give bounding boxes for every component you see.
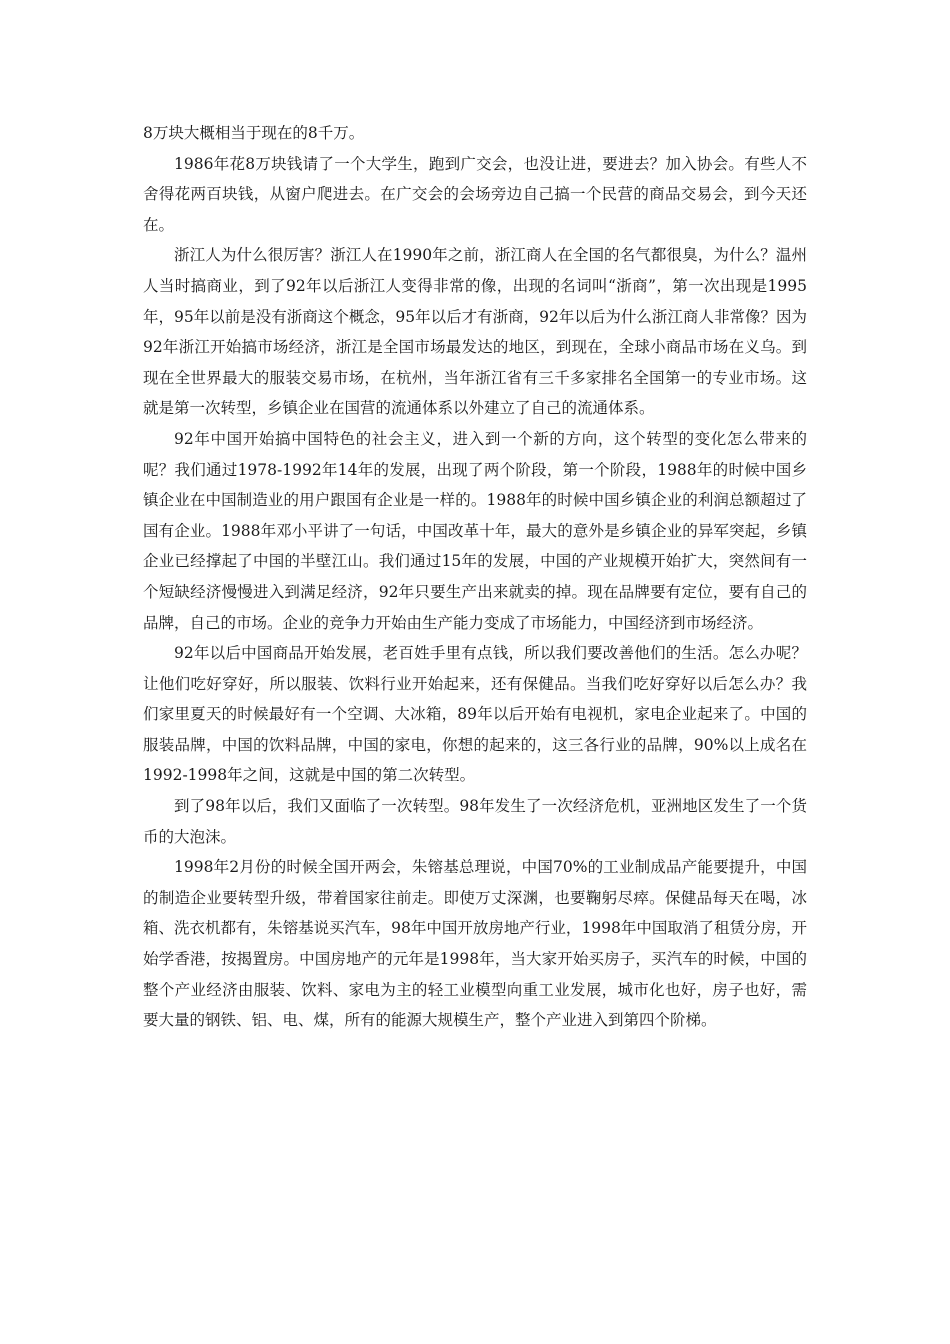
paragraph-1992-transition: 92年中国开始搞中国特色的社会主义，进入到一个新的方向，这个转型的变化怎么带来的呢？我们通过1978-1992年14年的发展，出现了两个阶段，第一个阶段，1988年的时候中国乡镇企业在中国制造业的用户跟国有企业是一样的。1988年的时候中国乡镇企业的利润总额超过了国有企业。1988年邓小平讲了一句话，中国改革十年，最大的意外是乡镇企业的异军突起，乡镇企业已经撑起了中国的半壁江山。我们通过15年的发展，中国的产业规模开始扩大，突然间有一个短缺经济慢慢进入到满足经济，92年只要生产出来就卖的掉。现在品牌要有定位，要有自己的品牌，自己的市场。企业的竞争力开始由生产能力变成了市场能力，中国经济到市场经济。 bbox=[143, 429, 807, 632]
paragraph-zhejiang-merchants: 浙江人为什么很厉害？浙江人在1990年之前，浙江商人在全国的名气都很臭，为什么？温州人当时搞商业，到了92年以后浙江人变得非常的像，出现的名词叫“浙商”，第一次出现是1995年，95年以前是没有浙商这个概念，95年以后才有浙商，92年以后为什么浙江商人非常像？因为92年浙江开始搞市场经济，浙江是全国市场最发达的地区，到现在，全球小商品市场在义乌。到现在全世界最大的服装交易市场，在杭州，当年浙江省有三千多家排名全国第一的专业市场。这就是第一次转型，乡镇企业在国营的流通体系以外建立了自己的流通体系。 bbox=[143, 246, 807, 418]
paragraph-second-transition: 92年以后中国商品开始发展，老百姓手里有点钱，所以我们要改善他们的生活。怎么办呢？让他们吃好穿好，所以服装、饮料行业开始起来，还有保健品。当我们吃好穿好以后怎么办？我们家里夏天的时候最好有一个空调、大冰箱，89年以后开始有电视机，家电企业起来了。中国的服装品牌，中国的饮料品牌，中国的家电，你想的起来的，这三各行业的品牌，90%以上成名在1992-1998年之间，这就是中国的第二次转型。 bbox=[143, 644, 807, 785]
paragraph-1998-two-sessions: 1998年2月份的时候全国开两会，朱镕基总理说，中国70%的工业制成品产能要提升，中国的制造企业要转型升级，带着国家往前走。即使万丈深渊，也要鞠躬尽瘁。保健品每天在喝，冰箱、洗衣机都有，朱镕基说买汽车，98年中国开放房地产行业，1998年中国取消了租赁分房，开始学香港，按揭置房。中国房地产的元年是1998年，当大家开始买房子，买汽车的时候，中国的整个产业经济由服装、饮料、家电为主的轻工业模型向重工业发展，城市化也好，房子也好，需要大量的钢铁、铝、电、煤，所有的能源大规模生产，整个产业进入到第四个阶梯。 bbox=[143, 858, 807, 1030]
paragraph-canton-fair: 1986年花8万块钱请了一个大学生，跑到广交会，也没让进，要进去？加入协会。有些人不舍得花两百块钱，从窗户爬进去。在广交会的会场旁边自己搞一个民营的商品交易会，到今天还在。 bbox=[143, 154, 807, 234]
document-body bbox=[143, 118, 807, 1036]
paragraph-continuation: 8万块大概相当于现在的8千万。 bbox=[143, 124, 365, 142]
paragraph-1998-crisis: 到了98年以后，我们又面临了一次转型。98年发生了一次经济危机，亚洲地区发生了一个货币的大泡沫。 bbox=[143, 797, 807, 846]
